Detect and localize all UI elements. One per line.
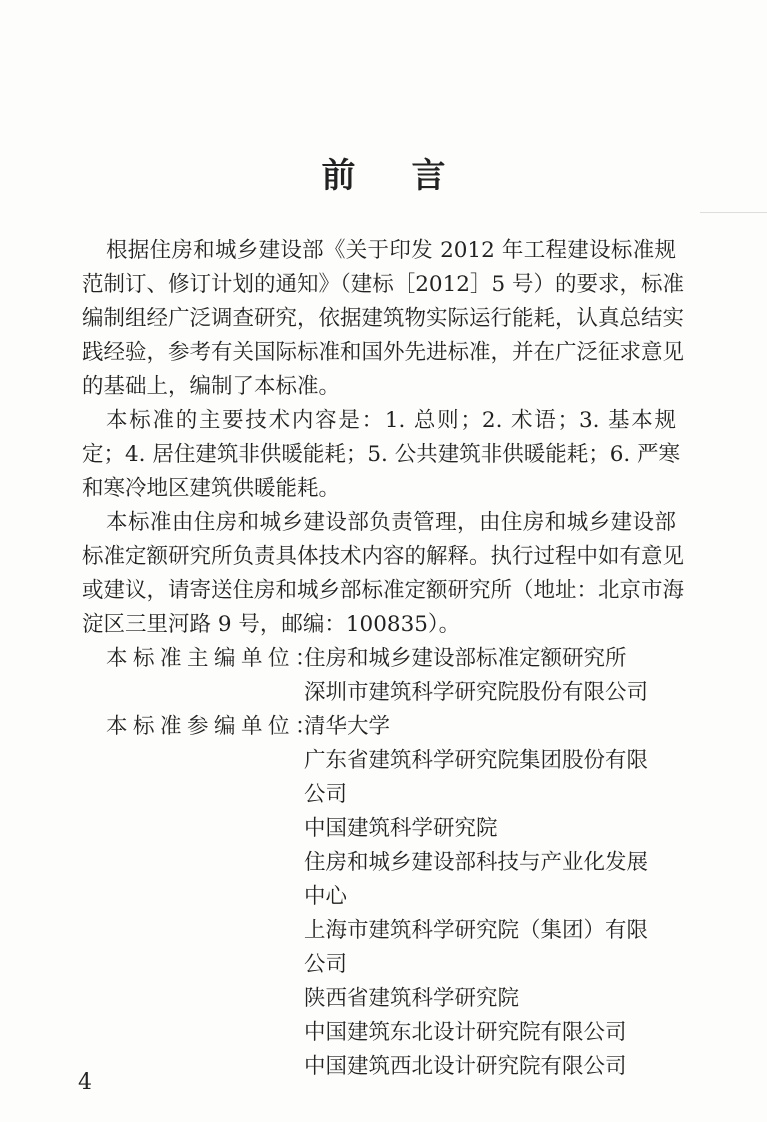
unit-name: 清华大学 [304, 714, 391, 739]
text-line: 标准定额研究所负责具体技术内容的解释。执行过程中如有意见 [82, 544, 685, 569]
unit-label [82, 914, 304, 948]
unit-name: 中心 [304, 884, 348, 909]
unit-label [82, 744, 304, 778]
unit-label [82, 778, 304, 812]
title-char: 前 [321, 156, 356, 196]
unit-row [82, 982, 676, 1016]
unit-row [82, 812, 676, 846]
unit-row [82, 778, 676, 812]
unit-label [82, 676, 304, 710]
unit-name: 住房和城乡建设部科技与产业化发展 [304, 850, 649, 875]
text-line: 定；4. 居住建筑非供暖能耗；5. 公共建筑非供暖能耗；6. 严寒 [82, 442, 681, 467]
paragraph [82, 404, 681, 506]
scan-edge [700, 212, 767, 213]
unit-label [82, 948, 304, 982]
text-line: 本标准由住房和城乡建设部负责管理，由住房和城乡建设部 [106, 510, 676, 535]
unit-name: 陕西省建筑科学研究院 [304, 986, 520, 1011]
unit-row [82, 880, 676, 914]
unit-row [82, 948, 676, 982]
unit-name: 公司 [304, 782, 348, 807]
unit-label: 本标准主编单位： [106, 646, 323, 671]
unit-label [82, 880, 304, 914]
unit-row [82, 642, 676, 676]
paragraph [82, 506, 685, 642]
unit-label: 本标准参编单位： [106, 714, 323, 739]
unit-name: 上海市建筑科学研究院（集团）有限 [304, 918, 649, 943]
text-line: 范制订、修订计划的通知》（建标［2012］5 号）的要求，标准 [82, 272, 684, 297]
unit-row [82, 1050, 676, 1084]
unit-name: 中国建筑东北设计研究院有限公司 [304, 1020, 627, 1045]
unit-row [82, 914, 676, 948]
text-line: 和寒冷地区建筑供暖能耗。 [82, 476, 341, 501]
unit-row [82, 676, 676, 710]
unit-row [82, 710, 676, 744]
page-number: 4 [78, 1070, 92, 1095]
text-line: 编制组经广泛调查研究，依据建筑物实际运行能耗，认真总结实 [82, 306, 685, 331]
unit-label [82, 1016, 304, 1050]
unit-name: 中国建筑西北设计研究院有限公司 [304, 1054, 627, 1079]
text-line: 或建议，请寄送住房和城乡部标准定额研究所（地址：北京市海 [82, 578, 685, 603]
text-line: 根据住房和城乡建设部《关于印发 2012 年工程建设标准规 [106, 238, 676, 263]
paragraph [82, 234, 685, 404]
text-line: 践经验，参考有关国际标准和国外先进标准，并在广泛征求意见 [82, 340, 685, 365]
unit-label [82, 982, 304, 1016]
unit-name: 住房和城乡建设部标准定额研究所 [304, 646, 627, 671]
unit-label [82, 846, 304, 880]
unit-name: 深圳市建筑科学研究院股份有限公司 [304, 680, 649, 705]
unit-label [82, 1050, 304, 1084]
unit-row [82, 744, 676, 778]
text-line: 淀区三里河路 9 号，邮编：100835）。 [82, 612, 461, 637]
unit-row [82, 1016, 676, 1050]
unit-name: 公司 [304, 952, 348, 977]
text-line: 本标准的主要技术内容是：1. 总则；2. 术语；3. 基本规 [106, 408, 676, 433]
preface-body [82, 234, 685, 1084]
unit-name: 中国建筑科学研究院 [304, 816, 498, 841]
unit-label [82, 812, 304, 846]
unit-name: 广东省建筑科学研究院集团股份有限 [304, 748, 649, 773]
text-line: 的基础上，编制了本标准。 [82, 374, 341, 399]
page-title [0, 148, 767, 197]
title-char: 言 [411, 156, 446, 196]
unit-row [82, 846, 676, 880]
